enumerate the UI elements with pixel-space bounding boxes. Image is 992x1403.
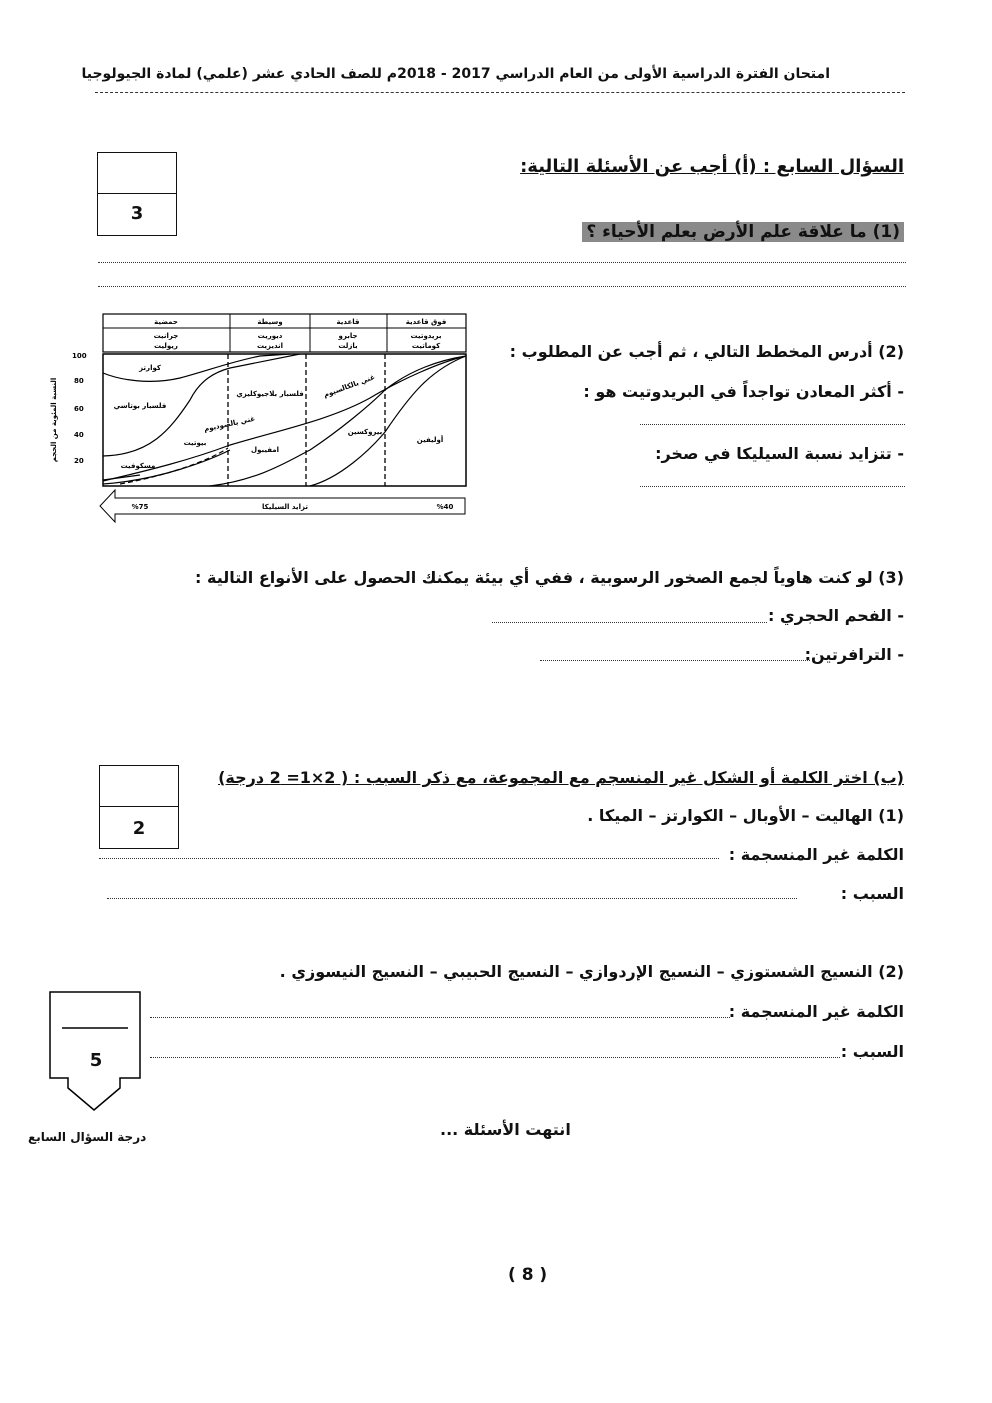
rock-type-basic: قاعدية bbox=[336, 318, 360, 326]
answer-line[interactable] bbox=[150, 1057, 840, 1058]
mineral-amphibole: امفيبول bbox=[251, 446, 279, 454]
mineral-sodium-rich: غني بالصوديوم bbox=[203, 414, 256, 434]
question-2b: - تتزايد نسبة السيليكا في صخر: bbox=[655, 444, 904, 463]
answer-line[interactable] bbox=[98, 286, 906, 287]
score-box-b bbox=[99, 765, 179, 849]
mineral-k-feldspar: فلسبار بوتاسي bbox=[113, 402, 167, 410]
mineral-pyroxene: بيروكسين bbox=[347, 428, 383, 436]
section-a-title: السؤال السابع : (أ) أجب عن الأسئلة التالية: bbox=[520, 156, 904, 177]
question-3: (3) لو كنت هاوياً لجمع الصخور الرسوبية ، ففي أي بيئة يمكنك الحصول على الأنواع التالية : bbox=[195, 568, 904, 587]
total-score: 5 bbox=[89, 1050, 103, 1071]
answer-line[interactable] bbox=[640, 424, 905, 425]
y-axis-label: النسبة المئوية من الحجم bbox=[50, 377, 58, 463]
arrow-right-label: %40 bbox=[436, 503, 454, 511]
answer-line[interactable] bbox=[107, 898, 797, 899]
answer-line[interactable] bbox=[150, 1017, 730, 1018]
rock-andesite: انديزيت bbox=[256, 342, 284, 350]
question-2a: - أكثر المعادن تواجداً في البريدوتيت هو : bbox=[583, 382, 904, 401]
header-divider bbox=[95, 92, 905, 93]
score-b: 2 bbox=[132, 818, 146, 839]
answer-line[interactable] bbox=[540, 660, 810, 661]
mineral-quartz: كوارتز bbox=[139, 364, 161, 372]
y-tick-60: 60 bbox=[74, 405, 84, 413]
y-tick-20: 20 bbox=[74, 457, 84, 465]
mineral-biotite: بيوتيت bbox=[183, 439, 207, 447]
mineral-calcium-rich: غني بالكالسيوم bbox=[322, 373, 376, 400]
rock-granite: جرانيت bbox=[153, 332, 179, 340]
rock-rhyolite: ريوليت bbox=[154, 342, 178, 350]
answer-line[interactable] bbox=[99, 858, 719, 859]
rock-komatiite: كوماتيت bbox=[411, 342, 441, 350]
rock-type-intermediate: وسيطة bbox=[257, 318, 283, 326]
reason-label-2: السبب : bbox=[840, 1042, 904, 1061]
mineral-olivine: أوليفين bbox=[416, 436, 444, 444]
answer-line[interactable] bbox=[98, 262, 906, 263]
rock-basalt: بازلت bbox=[338, 342, 358, 350]
arrow-label: تزايد السيليكا bbox=[262, 503, 308, 511]
rock-gabbro: جابرو bbox=[338, 332, 358, 340]
y-tick-80: 80 bbox=[74, 377, 84, 385]
mineral-muscovite: مسكوفيت bbox=[120, 462, 156, 470]
rock-type-ultrabasic: فوق قاعدية bbox=[405, 318, 447, 326]
total-score-label: درجة السؤال السابع bbox=[28, 1130, 147, 1144]
page-number: ( 8 ) bbox=[508, 1265, 548, 1285]
igneous-rock-diagram bbox=[40, 310, 480, 530]
y-tick-100: 100 bbox=[72, 352, 87, 360]
arrow-left-label: %75 bbox=[131, 503, 149, 511]
rock-type-acidic: حمضية bbox=[154, 318, 178, 326]
reason-label-1: السبب : bbox=[840, 884, 904, 903]
question-b2: (2) النسيج الشستوزي – النسيج الإردوازي – النسيج الحبيبي – النسيج النيسوزي . bbox=[279, 962, 904, 981]
score-box-a bbox=[97, 152, 177, 236]
section-b-title: (ب) اختر الكلمة أو الشكل غير المنسجم مع المجموعة، مع ذكر السبب : ( 2×1= 2 درجة) bbox=[218, 768, 904, 787]
question-3a: - الفحم الحجري : bbox=[767, 606, 904, 625]
mineral-plagioclase: فلسبار بلاجيوكليزي bbox=[236, 390, 304, 398]
rock-peridotite: بريدوتيت bbox=[410, 332, 442, 340]
odd-word-label-1: الكلمة غير المنسجمة : bbox=[728, 845, 904, 864]
exam-header: امتحان الفترة الدراسية الأولى من العام الدراسي 2017 - 2018م للصف الحادي عشر (علمي) لمادة الجيولوجيا bbox=[81, 66, 830, 82]
question-1: (1) ما علاقة علم الأرض بعلم الأحياء ؟ bbox=[582, 222, 904, 242]
answer-line[interactable] bbox=[640, 486, 905, 487]
question-3b: - الترافرتين: bbox=[804, 645, 904, 664]
odd-word-label-2: الكلمة غير المنسجمة : bbox=[728, 1002, 904, 1021]
rock-diorite: ديوريت bbox=[257, 332, 283, 340]
end-text: انتهت الأسئلة ... bbox=[440, 1120, 571, 1139]
score-a: 3 bbox=[130, 203, 144, 224]
y-tick-40: 40 bbox=[74, 431, 84, 439]
question-b1: (1) الهاليت – الأوبال – الكوارتز – الميكا . bbox=[587, 806, 904, 825]
question-2: (2) أدرس المخطط التالي ، ثم أجب عن المطلوب : bbox=[509, 342, 904, 361]
answer-line[interactable] bbox=[492, 622, 767, 623]
